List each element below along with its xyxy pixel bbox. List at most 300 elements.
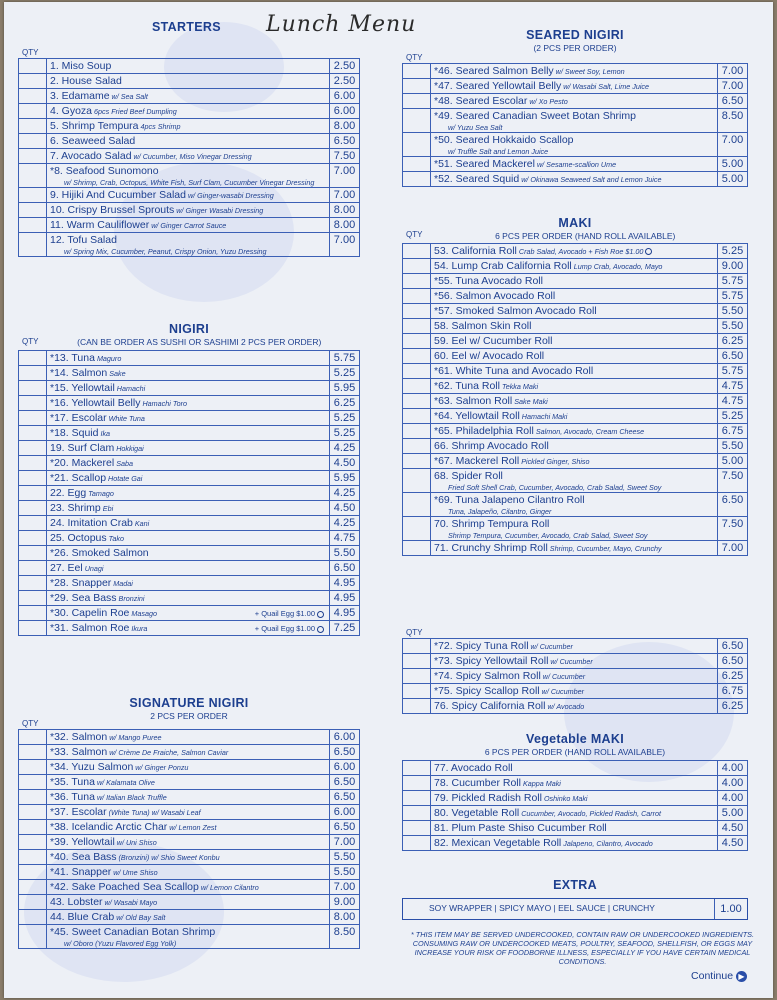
item-cell	[431, 821, 718, 836]
menu-item-row	[19, 134, 360, 149]
item-cell	[47, 895, 330, 910]
item-note: w/ Shrimp, Crab, Octopus, White Fish, Surf Clam, Cucumber Vinegar Dressing	[64, 178, 315, 187]
item-cell	[47, 925, 330, 949]
item-cell	[47, 426, 330, 441]
menu-item-row	[403, 133, 748, 157]
qty-cell[interactable]	[19, 59, 47, 74]
menu-item-row	[403, 541, 748, 556]
qty-cell[interactable]	[403, 654, 431, 669]
qty-cell[interactable]	[403, 133, 431, 157]
qty-cell[interactable]	[19, 89, 47, 104]
qty-cell[interactable]	[19, 411, 47, 426]
menu-item-row	[403, 394, 748, 409]
menu-item-row	[19, 531, 360, 546]
menu-item-row	[19, 456, 360, 471]
item-price: 5.75	[718, 274, 748, 289]
qty-label: QTY	[22, 719, 39, 728]
item-cell	[431, 654, 718, 669]
item-price: 4.25	[330, 486, 360, 501]
menu-item-row	[403, 639, 748, 654]
item-note: Lump Crab, Avocado, Mayo	[571, 262, 663, 271]
item-note: 4pcs Shrimp	[138, 122, 181, 131]
item-name: *47. Seared Yellowtail Belly	[434, 80, 562, 92]
item-note: w/ Ginger-wasabi Dressing	[185, 191, 274, 200]
menu-item-row	[403, 274, 748, 289]
qty-cell[interactable]	[19, 516, 47, 531]
addon-label: + Quail Egg $1.00	[254, 609, 315, 618]
qty-cell[interactable]	[403, 454, 431, 469]
qty-cell[interactable]	[19, 576, 47, 591]
item-note: Kani	[132, 519, 150, 528]
qty-cell[interactable]	[403, 364, 431, 379]
section-title: EXTRA	[553, 878, 597, 892]
qty-cell[interactable]	[19, 865, 47, 880]
qty-cell[interactable]	[19, 456, 47, 471]
qty-cell[interactable]	[19, 381, 47, 396]
item-name: *57. Smoked Salmon Avocado Roll	[434, 305, 597, 317]
qty-cell[interactable]	[19, 396, 47, 411]
item-name: *35. Tuna	[50, 776, 95, 788]
item-name: *26. Smoked Salmon	[50, 547, 149, 559]
qty-cell[interactable]	[19, 104, 47, 119]
item-cell	[431, 639, 718, 654]
item-price: 5.75	[330, 351, 360, 366]
qty-cell[interactable]	[403, 349, 431, 364]
item-note: w/ Cucumber, Miso Vinegar Dressing	[131, 152, 252, 161]
item-note: w/ Sweet Soy, Lemon	[553, 67, 625, 76]
qty-cell[interactable]	[19, 591, 47, 606]
item-name: *72. Spicy Tuna Roll	[434, 640, 529, 652]
item-note: w/ Cucumber	[528, 642, 573, 651]
qty-cell[interactable]	[403, 274, 431, 289]
section-title: MAKI	[558, 216, 592, 230]
item-cell	[47, 880, 330, 895]
qty-cell[interactable]	[403, 821, 431, 836]
menu-item-row	[403, 304, 748, 319]
item-price: 6.50	[718, 94, 748, 109]
menu-item-row	[19, 865, 360, 880]
item-name: *32. Salmon	[50, 731, 108, 743]
item-cell	[47, 366, 330, 381]
qty-cell[interactable]	[403, 469, 431, 493]
item-price: 6.25	[330, 396, 360, 411]
item-price: 5.50	[330, 865, 360, 880]
qty-cell[interactable]	[19, 366, 47, 381]
item-price: 4.50	[718, 821, 748, 836]
menu-item-row	[19, 790, 360, 805]
qty-cell[interactable]	[403, 761, 431, 776]
item-note: Shrimp Tempura, Cucumber, Avocado, Crab Salad, Sweet Soy	[448, 531, 648, 540]
item-cell	[431, 133, 718, 157]
item-cell	[431, 394, 718, 409]
item-price: 5.50	[718, 439, 748, 454]
item-price: 5.00	[718, 454, 748, 469]
item-cell	[47, 149, 330, 164]
qty-cell[interactable]	[19, 134, 47, 149]
item-name: 70. Shrimp Tempura Roll	[434, 518, 550, 530]
item-price: 6.50	[330, 820, 360, 835]
item-name: *31. Salmon Roe	[50, 622, 130, 634]
menu-item-row	[403, 289, 748, 304]
qty-cell[interactable]	[403, 79, 431, 94]
item-cell	[431, 684, 718, 699]
nigiri-table	[18, 350, 360, 636]
signature-nigiri-section	[18, 696, 360, 949]
item-price: 5.75	[718, 289, 748, 304]
item-price: 6.00	[330, 104, 360, 119]
item-cell	[47, 850, 330, 865]
qty-cell[interactable]	[403, 259, 431, 274]
qty-cell[interactable]	[403, 109, 431, 133]
item-note: White Tuna	[106, 414, 145, 423]
qty-cell[interactable]	[403, 172, 431, 187]
qty-cell[interactable]	[403, 493, 431, 517]
qty-cell[interactable]	[403, 699, 431, 714]
qty-cell[interactable]	[19, 441, 47, 456]
item-name: 1. Miso Soup	[50, 60, 112, 72]
qty-cell[interactable]	[19, 501, 47, 516]
section-title: STARTERS	[152, 20, 221, 34]
item-price: 7.00	[718, 64, 748, 79]
item-name: *37. Escolar	[50, 806, 107, 818]
menu-item-row	[19, 411, 360, 426]
item-price: 7.50	[330, 149, 360, 164]
qty-cell[interactable]	[403, 806, 431, 821]
item-cell	[47, 745, 330, 760]
item-note: w/ Yuzu Sea Salt	[448, 123, 503, 132]
item-price: 4.00	[718, 761, 748, 776]
quail-egg-addon[interactable]	[255, 607, 324, 620]
menu-item-row	[19, 880, 360, 895]
extra-items: SOY WRAPPER | SPICY MAYO | EEL SAUCE | CRUNCHY	[403, 899, 715, 919]
item-note: w/ Kalamata Olive	[94, 778, 155, 787]
raw-food-disclaimer: * THIS ITEM MAY BE SERVED UNDERCOOKED, CONTAIN RAW OR UNDERCOOKED INGREDIENTS. CONSUMING RAW OR UNDERCOOKED MEATS, POULTRY, SEAFOOD, SHELLFISH, OR EGGS MAY INCREASE YOUR RISK OF FOODBORNE ILLNESS, ESPECIALLY IF YOU HAVE CERTAIN MEDICAL CONDITIONS.	[410, 930, 755, 966]
menu-item-row	[403, 669, 748, 684]
qty-cell[interactable]	[403, 394, 431, 409]
item-name: 77. Avocado Roll	[434, 762, 513, 774]
qty-cell[interactable]	[19, 188, 47, 203]
item-price: 6.50	[718, 493, 748, 517]
qty-cell[interactable]	[403, 669, 431, 684]
menu-item-row	[403, 157, 748, 172]
item-name: 53. California Roll	[434, 245, 517, 257]
qty-cell[interactable]	[403, 304, 431, 319]
item-name: 24. Imitation Crab	[50, 517, 133, 529]
item-note: Ebi	[100, 504, 114, 513]
item-price: 8.00	[330, 218, 360, 233]
item-cell	[431, 289, 718, 304]
item-cell	[431, 424, 718, 439]
qty-cell[interactable]	[19, 119, 47, 134]
item-cell	[431, 319, 718, 334]
qty-cell[interactable]	[19, 218, 47, 233]
section-subtitle: 6 PCS PER ORDER (HAND ROLL AVAILABLE)	[484, 747, 666, 757]
item-note: w/ Sesame-scallion Ume	[534, 160, 617, 169]
qty-cell[interactable]	[19, 835, 47, 850]
qty-cell[interactable]	[403, 517, 431, 541]
qty-cell[interactable]	[19, 850, 47, 865]
item-name: 60. Eel w/ Avocado Roll	[434, 350, 545, 362]
qty-cell[interactable]	[19, 233, 47, 257]
qty-cell[interactable]	[403, 319, 431, 334]
qty-cell[interactable]	[19, 790, 47, 805]
item-cell	[47, 790, 330, 805]
qty-cell[interactable]	[19, 531, 47, 546]
item-note: Salmon, Avocado, Cream Cheese	[533, 427, 645, 436]
quail-egg-addon[interactable]	[255, 622, 324, 635]
item-price: 8.00	[330, 910, 360, 925]
qty-cell[interactable]	[19, 760, 47, 775]
item-price: 6.00	[330, 730, 360, 745]
seared-nigiri-table	[402, 63, 748, 187]
item-cell	[47, 730, 330, 745]
qty-cell[interactable]	[403, 541, 431, 556]
item-note: w/ Truffle Salt and Lemon Juice	[448, 147, 549, 156]
item-name: 81. Plum Paste Shiso Cucumber Roll	[434, 822, 607, 834]
item-cell	[431, 274, 718, 289]
item-note: Saba	[114, 459, 133, 468]
item-cell	[47, 164, 330, 188]
item-name: 9. Hijiki And Cucumber Salad	[50, 189, 186, 201]
qty-cell[interactable]	[19, 561, 47, 576]
item-price: 5.00	[718, 172, 748, 187]
item-price: 7.00	[718, 541, 748, 556]
qty-cell[interactable]	[403, 639, 431, 654]
qty-cell[interactable]	[403, 244, 431, 259]
item-cell	[47, 89, 330, 104]
menu-item-row	[19, 89, 360, 104]
qty-cell[interactable]	[19, 471, 47, 486]
item-note: w/ Wasabi Mayo	[102, 898, 158, 907]
qty-cell[interactable]	[19, 745, 47, 760]
item-price: 8.00	[330, 119, 360, 134]
qty-cell[interactable]	[403, 409, 431, 424]
item-note: Hamachi Toro	[140, 399, 187, 408]
spicy-maki-table	[402, 638, 748, 714]
item-cell	[47, 775, 330, 790]
item-name: *14. Salmon	[50, 367, 108, 379]
qty-cell[interactable]	[403, 684, 431, 699]
item-name: 6. Seaweed Salad	[50, 135, 136, 147]
handwritten-title: Lunch Menu	[266, 12, 417, 37]
item-name: *29. Sea Bass	[50, 592, 117, 604]
menu-item-row	[403, 821, 748, 836]
item-note: Jalapeno, Cilantro, Avocado	[561, 839, 653, 848]
section-title: SIGNATURE NIGIRI	[129, 696, 249, 710]
qty-cell[interactable]	[19, 486, 47, 501]
item-price: 4.95	[330, 606, 360, 621]
qty-cell[interactable]	[403, 157, 431, 172]
qty-label: QTY	[406, 628, 423, 637]
menu-sheet	[4, 2, 773, 998]
item-name: 71. Crunchy Shrimp Roll	[434, 542, 548, 554]
qty-cell[interactable]	[19, 546, 47, 561]
qty-cell[interactable]	[19, 730, 47, 745]
menu-item-row	[19, 591, 360, 606]
qty-cell[interactable]	[19, 164, 47, 188]
item-name: 59. Eel w/ Cucumber Roll	[434, 335, 553, 347]
qty-cell[interactable]	[403, 836, 431, 851]
menu-item-row	[403, 319, 748, 334]
qty-cell[interactable]	[19, 910, 47, 925]
item-note: w/ Crème De Fraiche, Salmon Caviar	[107, 748, 229, 757]
menu-item-row	[403, 493, 748, 517]
continue-link[interactable]	[691, 970, 747, 982]
item-name: *40. Sea Bass	[50, 851, 117, 863]
item-note: Shrimp, Cucumber, Mayo, Crunchy	[547, 544, 662, 553]
item-cell	[431, 669, 718, 684]
qty-cell[interactable]	[403, 776, 431, 791]
item-price: 7.00	[330, 880, 360, 895]
item-price: 6.75	[718, 424, 748, 439]
menu-item-row	[19, 104, 360, 119]
menu-item-row	[19, 426, 360, 441]
item-cell	[47, 531, 330, 546]
item-name: 80. Vegetable Roll	[434, 807, 520, 819]
item-name: *73. Spicy Yellowtail Roll	[434, 655, 549, 667]
item-cell	[431, 244, 718, 259]
item-cell	[47, 561, 330, 576]
item-note: (Bronzini) w/ Shio Sweet Konbu	[116, 853, 220, 862]
item-note: w/ Spring Mix, Cucumber, Peanut, Crispy Onion, Yuzu Dressing	[64, 247, 267, 256]
qty-cell[interactable]	[403, 791, 431, 806]
section-subtitle: 6 PCS PER ORDER (HAND ROLL AVAILABLE)	[495, 231, 676, 241]
menu-item-row	[403, 379, 748, 394]
item-cell	[47, 621, 330, 636]
menu-item-row	[403, 469, 748, 493]
menu-item-row	[19, 119, 360, 134]
item-note: Cucumber, Avocado, Pickled Radish, Carrot	[519, 809, 662, 818]
qty-cell[interactable]	[19, 895, 47, 910]
item-cell	[47, 501, 330, 516]
item-cell	[47, 381, 330, 396]
item-name: *65. Philadelphia Roll	[434, 425, 534, 437]
item-name: 43. Lobster	[50, 896, 103, 908]
qty-cell[interactable]	[19, 880, 47, 895]
extra-box	[402, 898, 748, 920]
option-circle-icon[interactable]	[645, 248, 652, 255]
qty-cell[interactable]	[19, 820, 47, 835]
item-cell	[431, 776, 718, 791]
item-name: 76. Spicy California Roll	[434, 700, 546, 712]
menu-item-row	[403, 517, 748, 541]
item-price: 4.75	[330, 531, 360, 546]
item-name: *48. Seared Escolar	[434, 95, 528, 107]
item-price: 4.50	[330, 501, 360, 516]
qty-cell[interactable]	[403, 379, 431, 394]
item-name: 66. Shrimp Avocado Roll	[434, 440, 549, 452]
qty-cell[interactable]	[19, 805, 47, 820]
item-price: 4.95	[330, 576, 360, 591]
qty-cell[interactable]	[403, 334, 431, 349]
menu-item-row	[19, 561, 360, 576]
item-price: 4.50	[718, 836, 748, 851]
maki-table	[402, 243, 748, 556]
qty-cell[interactable]	[403, 94, 431, 109]
qty-cell[interactable]	[403, 424, 431, 439]
qty-cell[interactable]	[403, 289, 431, 304]
item-name: 82. Mexican Vegetable Roll	[434, 837, 562, 849]
item-cell	[431, 541, 718, 556]
menu-item-row	[403, 454, 748, 469]
item-cell	[47, 104, 330, 119]
qty-cell[interactable]	[19, 74, 47, 89]
qty-cell[interactable]	[19, 621, 47, 636]
menu-item-row	[403, 699, 748, 714]
item-price: 4.75	[718, 379, 748, 394]
qty-cell[interactable]	[19, 925, 47, 949]
continue-label: Continue	[691, 970, 734, 982]
menu-item-row	[403, 776, 748, 791]
item-name: *42. Sake Poached Sea Scallop	[50, 881, 199, 893]
qty-cell[interactable]	[19, 351, 47, 366]
item-price: 6.50	[330, 745, 360, 760]
item-note: Tekka Maki	[499, 382, 539, 391]
item-cell	[431, 304, 718, 319]
item-name: 19. Surf Clam	[50, 442, 115, 454]
menu-item-row	[19, 366, 360, 381]
arrow-right-icon: ▶	[736, 971, 747, 982]
qty-cell[interactable]	[19, 203, 47, 218]
item-cell	[431, 349, 718, 364]
menu-item-row	[19, 730, 360, 745]
item-cell	[47, 411, 330, 426]
qty-cell[interactable]	[19, 426, 47, 441]
qty-cell[interactable]	[19, 606, 47, 621]
menu-item-row	[403, 409, 748, 424]
qty-cell[interactable]	[19, 775, 47, 790]
menu-item-row	[403, 172, 748, 187]
qty-label: QTY	[406, 230, 423, 239]
menu-item-row	[403, 79, 748, 94]
menu-item-row	[19, 516, 360, 531]
menu-item-row	[19, 188, 360, 203]
item-cell	[47, 218, 330, 233]
item-name: *38. Icelandic Arctic Char	[50, 821, 168, 833]
qty-cell[interactable]	[403, 64, 431, 79]
menu-item-row	[403, 424, 748, 439]
item-cell	[47, 820, 330, 835]
item-name: *63. Salmon Roll	[434, 395, 513, 407]
item-cell	[47, 591, 330, 606]
menu-item-row	[403, 761, 748, 776]
item-price: 4.50	[330, 456, 360, 471]
menu-item-row	[403, 806, 748, 821]
qty-cell[interactable]	[19, 149, 47, 164]
menu-item-row	[403, 94, 748, 109]
item-cell	[431, 157, 718, 172]
menu-item-row	[19, 486, 360, 501]
item-name: 27. Eel	[50, 562, 83, 574]
qty-cell[interactable]	[403, 439, 431, 454]
section-subtitle: 2 PCS PER ORDER	[150, 711, 228, 721]
item-name: *34. Yuzu Salmon	[50, 761, 134, 773]
item-price: 5.00	[718, 806, 748, 821]
item-price: 6.50	[330, 775, 360, 790]
item-note: Ika	[98, 429, 111, 438]
item-name: *33. Salmon	[50, 746, 108, 758]
item-note: w/ Okinawa Seaweed Salt and Lemon Juice	[519, 175, 662, 184]
item-price: 5.50	[718, 304, 748, 319]
item-cell	[431, 94, 718, 109]
item-cell	[431, 761, 718, 776]
item-name: 5. Shrimp Tempura	[50, 120, 139, 132]
item-name: *74. Spicy Salmon Roll	[434, 670, 541, 682]
item-name: *28. Snapper	[50, 577, 112, 589]
item-note: Kappa Maki	[520, 779, 561, 788]
menu-item-row	[403, 684, 748, 699]
item-name: 58. Salmon Skin Roll	[434, 320, 532, 332]
